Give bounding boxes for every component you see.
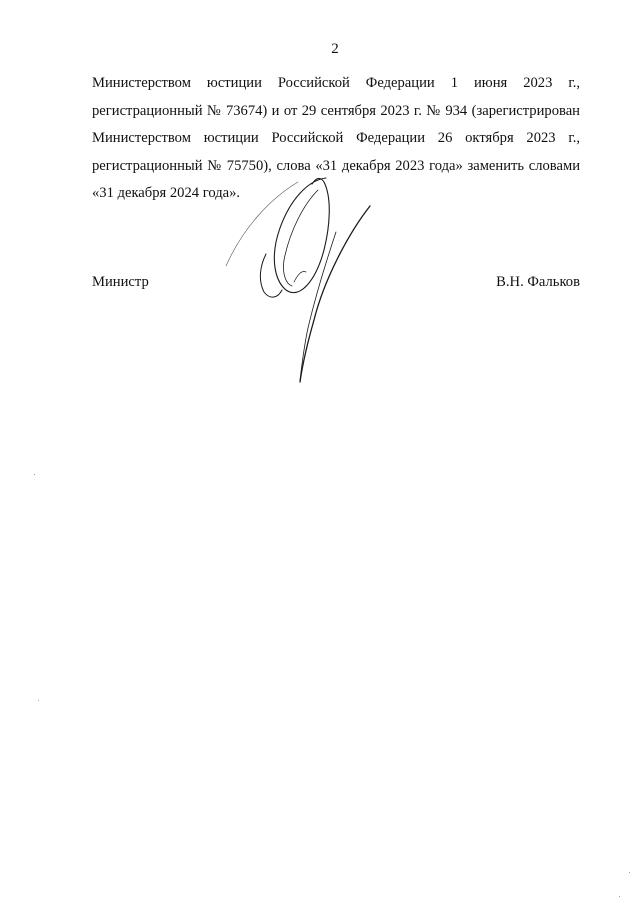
handwritten-signature — [220, 170, 380, 390]
scan-speck — [629, 872, 630, 873]
page-number: 2 — [331, 41, 339, 57]
body-line-2: регистрационный № 73674) и от 29 сентября 2023 г. № 934 (зарегистрирован — [92, 102, 580, 119]
body-line-4: регистрационный № 75750), слова «31 декабря 2023 года» заменить словами — [92, 157, 580, 174]
scan-speck — [619, 896, 620, 897]
body-line-1: Министерством юстиции Российской Федерации 1 июня 2023 г., — [92, 75, 580, 91]
scan-speck — [34, 474, 35, 475]
body-line-5: «31 декабря 2024 года». — [92, 185, 241, 201]
body-line-3: Министерством юстиции Российской Федерации 26 октября 2023 г., — [92, 130, 580, 146]
signatory-title: Министр — [92, 274, 149, 290]
scan-speck — [38, 700, 39, 701]
signatory-name: В.Н. Фальков — [496, 274, 580, 290]
